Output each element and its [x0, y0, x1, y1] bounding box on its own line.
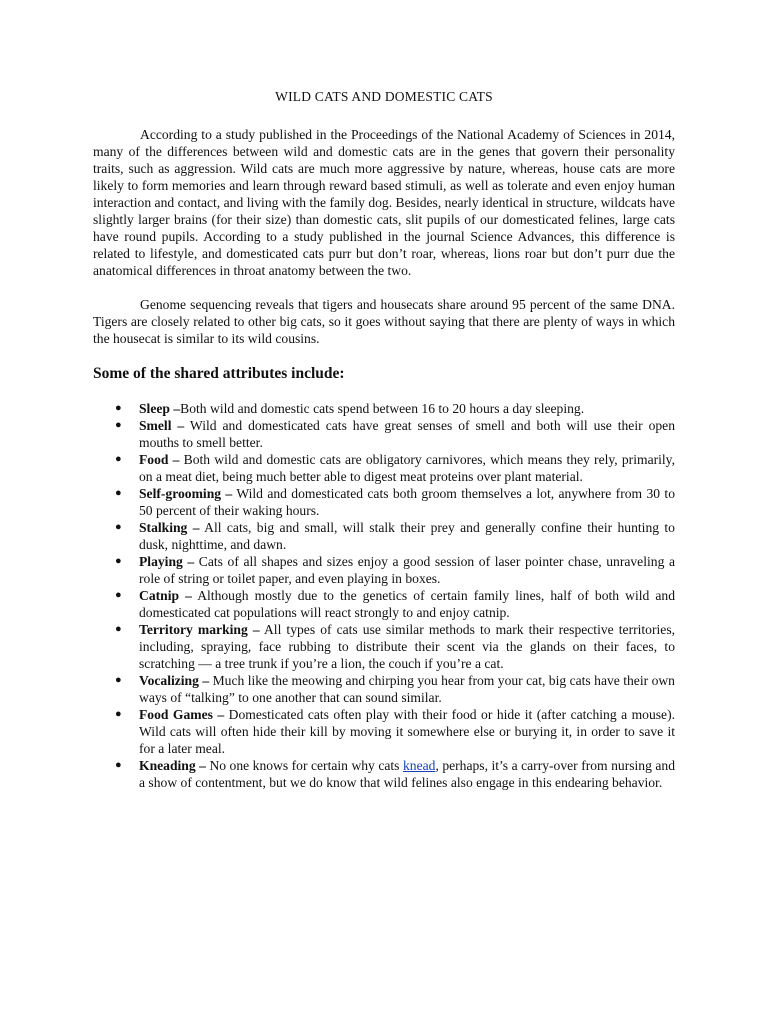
attribute-text: Both wild and domestic cats are obligatory carnivores, which means they rely, primarily, on a meat diet, being much better able to digest meat proteins over plant material.: [139, 452, 675, 484]
attribute-term: Playing –: [139, 554, 195, 569]
attribute-term: Catnip –: [139, 588, 192, 603]
intro-paragraph: According to a study published in the Proceedings of the National Academy of Sciences in 2014, many of the differences between wild and domestic cats are in the genes that govern their personality traits, such as aggression. Wild cats are much more aggressive by nature, whereas, house cats are more likely to form memories and learn through reward based stimuli, as well as tolerate and even enjoy human interaction and contact, and living with the family dog. Besides, nearly identical in structure, wildcats have slightly larger brains (for their size) than domestic cats, slit pupils of our domesticated felines, large cats have round pupils. According to a study published in the journal Science Advances, this difference is related to lifestyle, and domesticated cats purr but don’t roar, whereas, lions roar but don’t purr due the anatomical differences in throat anatomy between the two.: [93, 127, 675, 278]
list-item-playing: [93, 553, 675, 587]
attribute-text: Both wild and domestic cats spend between 16 to 20 hours a day sleeping.: [180, 401, 585, 416]
attribute-term: Sleep –: [139, 401, 181, 416]
attribute-term: Vocalizing –: [139, 673, 210, 688]
attribute-text: , perhaps, it’s a carry-over from nursing and a show of contentment, but we do know that wild felines also engage in this endearing behavior.: [139, 758, 675, 790]
attribute-term: Food Games –: [139, 707, 225, 722]
attribute-term: Kneading –: [139, 758, 206, 773]
bullet-icon: ●: [115, 674, 122, 686]
attribute-term: Self-grooming –: [139, 486, 233, 501]
attribute-term: Smell –: [139, 418, 185, 433]
document-title: WILD CATS AND DOMESTIC CATS: [275, 89, 493, 104]
bullet-icon: ●: [115, 708, 122, 720]
attribute-text: Although mostly due to the genetics of certain family lines, half of both wild and domesticated cat populations will react strongly to and enjoy catnip.: [139, 588, 676, 620]
attribute-text: All types of cats use similar methods to mark their respective territories, including, spraying, face rubbing to distribute their scent via the glands on their faces, to scratching — a tree trunk if you’re a lion, the couch if you’re a cat.: [139, 622, 676, 671]
list-item-food: [93, 451, 675, 485]
section-heading: Some of the shared attributes include:: [93, 365, 345, 382]
bullet-icon: ●: [115, 487, 122, 499]
bullet-icon: ●: [115, 555, 122, 567]
list-item-food-games: [93, 706, 675, 757]
bullet-icon: ●: [115, 589, 122, 601]
list-item-self-grooming: [93, 485, 675, 519]
bullet-icon: ●: [115, 453, 122, 465]
bullet-icon: ●: [115, 402, 122, 414]
attribute-term: Stalking –: [139, 520, 200, 535]
list-item-sleep: [93, 400, 675, 417]
bullet-icon: ●: [115, 759, 122, 771]
list-item-catnip: [93, 587, 675, 621]
document-page: [93, 88, 675, 791]
list-item-smell: [93, 417, 675, 451]
attribute-text: No one knows for certain why cats: [205, 758, 403, 773]
list-item-kneading: [93, 757, 675, 791]
attribute-text: Domesticated cats often play with their food or hide it (after catching a mouse). Wild cats will often hide their kill by moving it somewhere else or burying it, in order to save it for a later meal.: [139, 707, 675, 756]
genome-paragraph: Genome sequencing reveals that tigers and housecats share around 95 percent of the same DNA. Tigers are closely related to other big cats, so it goes without saying that there are plenty of ways in which the housecat is similar to its wild cousins.: [93, 297, 675, 346]
attribute-text: All cats, big and small, will stalk their prey and generally confine their hunting to dusk, nighttime, and dawn.: [139, 520, 675, 552]
bullet-icon: ●: [115, 623, 122, 635]
bullet-icon: ●: [115, 419, 122, 431]
attribute-text: Much like the meowing and chirping you hear from your cat, big cats have their own ways of “talking” to one another that can sound similar.: [139, 673, 675, 705]
list-item-stalking: [93, 519, 675, 553]
attribute-text: Cats of all shapes and sizes enjoy a good session of laser pointer chase, unraveling a role of string or toilet paper, and even playing in boxes.: [139, 554, 675, 586]
knead-link[interactable]: knead: [402, 758, 436, 773]
attribute-text: Wild and domesticated cats both groom themselves a lot, anywhere from 30 to 50 percent of their waking hours.: [139, 486, 675, 518]
shared-attributes-list: [93, 400, 675, 791]
bullet-icon: ●: [115, 521, 122, 533]
attribute-term: Food –: [139, 452, 180, 467]
list-item-vocalizing: [93, 672, 675, 706]
list-item-territory-marking: [93, 621, 675, 672]
attribute-text: Wild and domesticated cats have great senses of smell and both will use their open mouths to smell better.: [139, 418, 675, 450]
attribute-term: Territory marking –: [139, 622, 260, 637]
